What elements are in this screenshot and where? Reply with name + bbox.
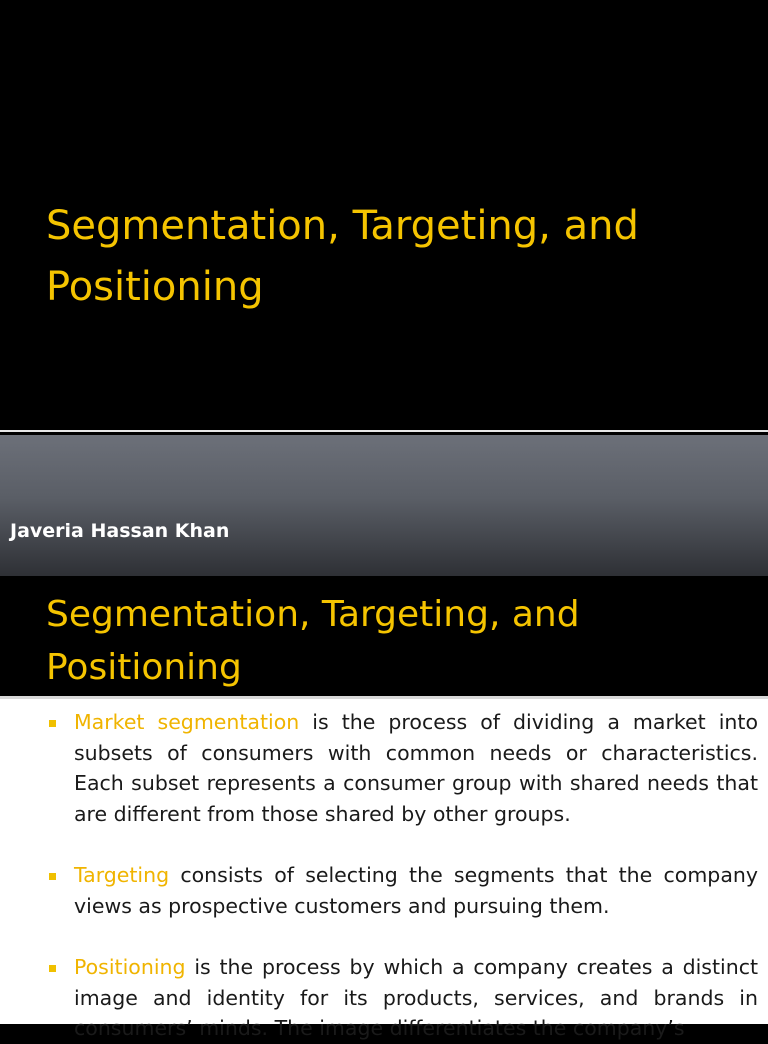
bullet-term: Targeting bbox=[74, 863, 170, 887]
bullet-description: consists of selecting the segments that the company views as prospective customers and pursuing them. bbox=[74, 863, 758, 918]
square-bullet-icon bbox=[49, 873, 56, 880]
subtitle-band bbox=[0, 435, 768, 576]
presenter-name: Javeria Hassan Khan bbox=[10, 520, 230, 542]
bullet-text bbox=[74, 952, 758, 1044]
title-divider bbox=[0, 430, 768, 432]
bullet-text bbox=[74, 707, 758, 829]
content-slide-title: Segmentation, Targeting, and Positioning bbox=[46, 594, 580, 688]
bullet-text bbox=[74, 860, 758, 921]
square-bullet-icon bbox=[49, 965, 56, 972]
bullet-term: Positioning bbox=[74, 955, 186, 979]
content-slide-header bbox=[0, 576, 768, 696]
bullet-description: is the process of dividing a market into subsets of consumers with common needs or characteristics. Each subset represents a consumer group with shared needs that are different from those shared by other groups. bbox=[74, 710, 758, 826]
bullet-description: is the process by which a company creates a distinct image and identity for its products, services, and brands in consumers’ minds. The image differentiates the company’s bbox=[74, 955, 758, 1040]
slide-title: Segmentation, Targeting, and Positioning bbox=[46, 203, 639, 310]
bullet-term: Market segmentation bbox=[74, 710, 300, 734]
content-slide bbox=[0, 576, 768, 1040]
content-slide-body bbox=[0, 699, 768, 1040]
square-bullet-icon bbox=[49, 720, 56, 727]
